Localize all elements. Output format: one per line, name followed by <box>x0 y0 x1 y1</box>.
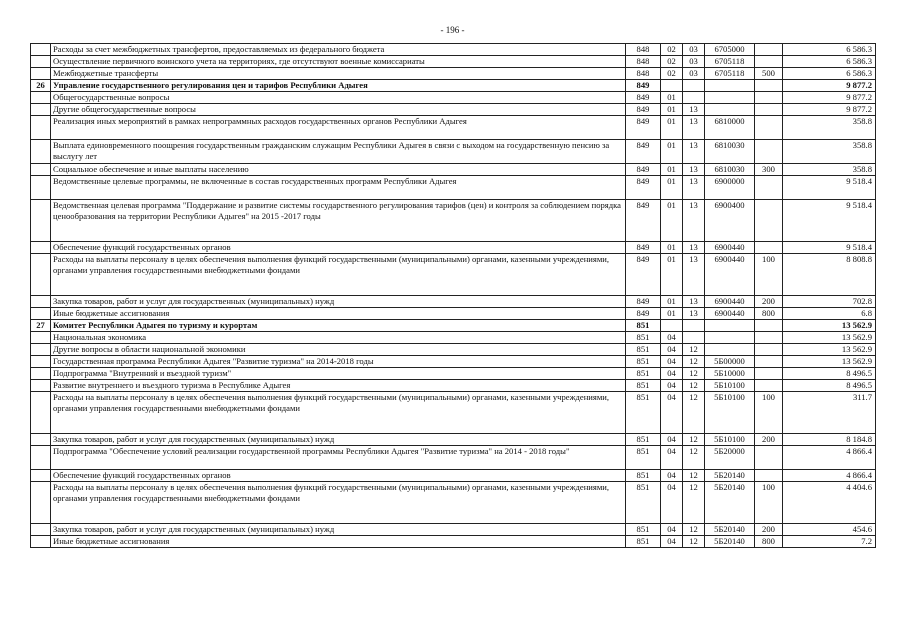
section-code-cell: 04 <box>661 392 683 434</box>
section-code-cell: 01 <box>661 116 683 140</box>
row-number-cell <box>31 380 51 392</box>
target-article-code-cell: 6900440 <box>705 296 755 308</box>
expense-type-code-cell: 500 <box>755 68 783 80</box>
subsection-code-cell: 12 <box>683 470 705 482</box>
section-code-cell: 04 <box>661 368 683 380</box>
table-row <box>31 80 876 92</box>
section-code-cell: 02 <box>661 44 683 56</box>
subsection-code-cell <box>683 332 705 344</box>
target-article-code-cell: 6810000 <box>705 116 755 140</box>
expense-name-cell: Закупка товаров, работ и услуг для государственных (муниципальных) нужд <box>51 524 626 536</box>
row-number-cell <box>31 104 51 116</box>
expense-name-cell: Ведомственные целевые программы, не включенные в состав государственных программ Республики Адыгея <box>51 176 626 200</box>
section-code-cell: 01 <box>661 92 683 104</box>
row-number-cell <box>31 164 51 176</box>
subsection-code-cell: 12 <box>683 356 705 368</box>
target-article-code-cell: 5Б20140 <box>705 524 755 536</box>
expense-type-code-cell <box>755 200 783 242</box>
subsection-code-cell: 13 <box>683 242 705 254</box>
expense-type-code-cell <box>755 344 783 356</box>
row-number-cell <box>31 392 51 434</box>
expense-type-code-cell <box>755 176 783 200</box>
expense-name-cell: Развитие внутреннего и въездного туризма в Республике Адыгея <box>51 380 626 392</box>
subsection-code-cell: 13 <box>683 296 705 308</box>
admin-code-cell: 849 <box>626 200 661 242</box>
section-code-cell: 02 <box>661 56 683 68</box>
table-row <box>31 536 876 548</box>
target-article-code-cell: 6900400 <box>705 200 755 242</box>
row-number-cell <box>31 524 51 536</box>
section-code-cell: 01 <box>661 164 683 176</box>
target-article-code-cell: 6705000 <box>705 44 755 56</box>
section-code-cell <box>661 80 683 92</box>
expense-name-cell: Осуществление первичного воинского учета на территориях, где отсутствуют военные комиссариаты <box>51 56 626 68</box>
expense-type-code-cell: 200 <box>755 434 783 446</box>
expense-type-code-cell <box>755 242 783 254</box>
expense-type-code-cell <box>755 80 783 92</box>
table-row <box>31 434 876 446</box>
target-article-code-cell: 5Б10100 <box>705 380 755 392</box>
row-number-cell <box>31 242 51 254</box>
table-row <box>31 332 876 344</box>
row-number-cell <box>31 344 51 356</box>
amount-cell: 358.8 <box>783 140 876 164</box>
expense-name-cell: Национальная экономика <box>51 332 626 344</box>
expense-type-code-cell: 200 <box>755 524 783 536</box>
row-number-cell <box>31 368 51 380</box>
amount-cell: 6.8 <box>783 308 876 320</box>
target-article-code-cell: 5Б20000 <box>705 446 755 470</box>
subsection-code-cell: 13 <box>683 164 705 176</box>
expense-type-code-cell <box>755 446 783 470</box>
table-row <box>31 392 876 434</box>
subsection-code-cell: 12 <box>683 368 705 380</box>
amount-cell: 6 586.3 <box>783 68 876 80</box>
row-number-cell <box>31 356 51 368</box>
section-code-cell: 04 <box>661 470 683 482</box>
expense-type-code-cell: 800 <box>755 536 783 548</box>
expense-type-code-cell <box>755 380 783 392</box>
table-row <box>31 140 876 164</box>
table-row <box>31 164 876 176</box>
subsection-code-cell <box>683 80 705 92</box>
amount-cell: 13 562.9 <box>783 356 876 368</box>
target-article-code-cell: 5Б00000 <box>705 356 755 368</box>
section-code-cell: 04 <box>661 380 683 392</box>
expense-name-cell: Другие вопросы в области национальной экономики <box>51 344 626 356</box>
row-number-cell <box>31 140 51 164</box>
admin-code-cell: 849 <box>626 92 661 104</box>
expense-type-code-cell <box>755 92 783 104</box>
expense-name-cell: Подпрограмма "Обеспечение условий реализации государственной программы Республики Адыгея "Развитие туризма" на 2014 - 2018 годы" <box>51 446 626 470</box>
target-article-code-cell: 6705118 <box>705 68 755 80</box>
row-number-cell <box>31 200 51 242</box>
page-number: - 196 - <box>440 25 465 35</box>
section-code-cell: 04 <box>661 482 683 524</box>
target-article-code-cell <box>705 104 755 116</box>
amount-cell: 6 586.3 <box>783 56 876 68</box>
expense-type-code-cell <box>755 56 783 68</box>
expense-name-cell: Подпрограмма "Внутренний и въездной туризм" <box>51 368 626 380</box>
admin-code-cell: 851 <box>626 482 661 524</box>
expense-type-code-cell <box>755 356 783 368</box>
amount-cell: 8 496.5 <box>783 368 876 380</box>
admin-code-cell: 851 <box>626 356 661 368</box>
subsection-code-cell: 13 <box>683 308 705 320</box>
admin-code-cell: 848 <box>626 44 661 56</box>
section-code-cell: 04 <box>661 446 683 470</box>
expense-type-code-cell: 100 <box>755 254 783 296</box>
expense-type-code-cell <box>755 470 783 482</box>
subsection-code-cell: 03 <box>683 44 705 56</box>
expense-type-code-cell <box>755 116 783 140</box>
table-row <box>31 482 876 524</box>
table-row <box>31 116 876 140</box>
amount-cell: 4 404.6 <box>783 482 876 524</box>
section-code-cell <box>661 320 683 332</box>
expense-type-code-cell <box>755 320 783 332</box>
amount-cell: 8 808.8 <box>783 254 876 296</box>
target-article-code-cell: 6705118 <box>705 56 755 68</box>
section-code-cell: 02 <box>661 68 683 80</box>
expense-type-code-cell <box>755 368 783 380</box>
admin-code-cell: 851 <box>626 434 661 446</box>
row-number-cell <box>31 446 51 470</box>
target-article-code-cell: 5Б20140 <box>705 470 755 482</box>
admin-code-cell: 851 <box>626 344 661 356</box>
expense-name-cell: Расходы на выплаты персоналу в целях обеспечения выполнения функций государственными (муниципальными) органами, казенными учреждениями, органами управления государственными внебюджетными фондами <box>51 392 626 434</box>
section-code-cell: 04 <box>661 344 683 356</box>
amount-cell: 311.7 <box>783 392 876 434</box>
subsection-code-cell: 12 <box>683 380 705 392</box>
admin-code-cell: 849 <box>626 308 661 320</box>
subsection-code-cell: 13 <box>683 140 705 164</box>
admin-code-cell: 849 <box>626 254 661 296</box>
admin-code-cell: 851 <box>626 536 661 548</box>
target-article-code-cell: 6900440 <box>705 242 755 254</box>
subsection-code-cell: 13 <box>683 104 705 116</box>
expense-name-cell: Социальное обеспечение и иные выплаты населению <box>51 164 626 176</box>
row-number-cell <box>31 332 51 344</box>
table-row <box>31 56 876 68</box>
admin-code-cell: 848 <box>626 56 661 68</box>
table-row <box>31 104 876 116</box>
admin-code-cell: 851 <box>626 524 661 536</box>
expense-type-code-cell <box>755 332 783 344</box>
amount-cell: 13 562.9 <box>783 344 876 356</box>
target-article-code-cell: 5Б10000 <box>705 368 755 380</box>
table-row <box>31 68 876 80</box>
table-row <box>31 92 876 104</box>
expense-type-code-cell <box>755 44 783 56</box>
amount-cell: 9 877.2 <box>783 92 876 104</box>
table-row <box>31 320 876 332</box>
table-row <box>31 200 876 242</box>
target-article-code-cell <box>705 320 755 332</box>
table-row <box>31 254 876 296</box>
section-code-cell: 01 <box>661 140 683 164</box>
admin-code-cell: 849 <box>626 140 661 164</box>
amount-cell: 9 518.4 <box>783 176 876 200</box>
subsection-code-cell: 12 <box>683 482 705 524</box>
expense-name-cell: Расходы на выплаты персоналу в целях обеспечения выполнения функций государственными (муниципальными) органами, казенными учреждениями, органами управления государственными внебюджетными фондами <box>51 254 626 296</box>
amount-cell: 9 877.2 <box>783 80 876 92</box>
row-number-cell <box>31 92 51 104</box>
subsection-code-cell: 03 <box>683 68 705 80</box>
target-article-code-cell: 6900440 <box>705 254 755 296</box>
subsection-code-cell: 03 <box>683 56 705 68</box>
row-number-cell <box>31 470 51 482</box>
subsection-code-cell: 13 <box>683 176 705 200</box>
row-number-cell: 26 <box>31 80 51 92</box>
row-number-cell <box>31 536 51 548</box>
expense-name-cell: Выплата единовременного поощрения государственным гражданским служащим Республики Адыгея в связи с выходом на государственную пенсию за выслугу лет <box>51 140 626 164</box>
admin-code-cell: 849 <box>626 116 661 140</box>
admin-code-cell: 851 <box>626 332 661 344</box>
table-row <box>31 380 876 392</box>
section-code-cell: 01 <box>661 254 683 296</box>
row-number-cell <box>31 434 51 446</box>
admin-code-cell: 851 <box>626 470 661 482</box>
admin-code-cell: 851 <box>626 380 661 392</box>
admin-code-cell: 849 <box>626 296 661 308</box>
target-article-code-cell: 5Б10100 <box>705 392 755 434</box>
expense-name-cell: Расходы на выплаты персоналу в целях обеспечения выполнения функций государственными (муниципальными) органами, казенными учреждениями, органами управления государственными внебюджетными фондами <box>51 482 626 524</box>
target-article-code-cell: 5Б10100 <box>705 434 755 446</box>
budget-table <box>30 43 876 548</box>
row-number-cell <box>31 254 51 296</box>
amount-cell: 8 184.8 <box>783 434 876 446</box>
subsection-code-cell: 13 <box>683 200 705 242</box>
amount-cell: 13 562.9 <box>783 320 876 332</box>
target-article-code-cell: 6900000 <box>705 176 755 200</box>
expense-name-cell: Обеспечение функций государственных органов <box>51 242 626 254</box>
subsection-code-cell <box>683 320 705 332</box>
target-article-code-cell: 5Б20140 <box>705 482 755 524</box>
table-row <box>31 368 876 380</box>
admin-code-cell: 849 <box>626 80 661 92</box>
amount-cell: 4 866.4 <box>783 470 876 482</box>
expense-type-code-cell <box>755 140 783 164</box>
table-row <box>31 176 876 200</box>
expense-name-cell: Обеспечение функций государственных органов <box>51 470 626 482</box>
amount-cell: 13 562.9 <box>783 332 876 344</box>
admin-code-cell: 849 <box>626 242 661 254</box>
expense-name-cell: Расходы за счет межбюджетных трансфертов, предоставляемых из федерального бюджета <box>51 44 626 56</box>
section-code-cell: 01 <box>661 176 683 200</box>
expense-name-cell: Общегосударственные вопросы <box>51 92 626 104</box>
amount-cell: 9 518.4 <box>783 200 876 242</box>
expense-name-cell: Реализация иных мероприятий в рамках непрограммных расходов государственных органов Республики Адыгея <box>51 116 626 140</box>
table-row <box>31 470 876 482</box>
expense-name-cell: Другие общегосударственные вопросы <box>51 104 626 116</box>
target-article-code-cell <box>705 332 755 344</box>
admin-code-cell: 851 <box>626 368 661 380</box>
admin-code-cell: 849 <box>626 164 661 176</box>
target-article-code-cell: 5Б20140 <box>705 536 755 548</box>
section-code-cell: 01 <box>661 242 683 254</box>
subsection-code-cell: 12 <box>683 392 705 434</box>
section-code-cell: 01 <box>661 200 683 242</box>
expense-name-cell: Государственная программа Республики Адыгея "Развитие туризма" на 2014-2018 годы <box>51 356 626 368</box>
row-number-cell <box>31 296 51 308</box>
table-row <box>31 446 876 470</box>
expense-name-cell: Межбюджетные трансферты <box>51 68 626 80</box>
table-row <box>31 356 876 368</box>
amount-cell: 9 877.2 <box>783 104 876 116</box>
table-body <box>31 44 876 548</box>
subsection-code-cell <box>683 92 705 104</box>
admin-code-cell: 849 <box>626 176 661 200</box>
expense-type-code-cell: 300 <box>755 164 783 176</box>
target-article-code-cell: 6810030 <box>705 164 755 176</box>
expense-name-cell: Ведомственная целевая программа "Поддержание и развитие системы государственного регулирования тарифов (цен) и контроля за соблюдением порядка ценообразования на территории Республики Адыгея" на 2015 -2017 годы <box>51 200 626 242</box>
section-code-cell: 01 <box>661 104 683 116</box>
table-row <box>31 524 876 536</box>
section-code-cell: 04 <box>661 536 683 548</box>
table-row <box>31 308 876 320</box>
subsection-code-cell: 12 <box>683 446 705 470</box>
section-code-cell: 01 <box>661 308 683 320</box>
target-article-code-cell: 6810030 <box>705 140 755 164</box>
amount-cell: 9 518.4 <box>783 242 876 254</box>
target-article-code-cell <box>705 344 755 356</box>
table-row <box>31 242 876 254</box>
expense-name-cell: Комитет Республики Адыгея по туризму и курортам <box>51 320 626 332</box>
table-row <box>31 44 876 56</box>
admin-code-cell: 849 <box>626 104 661 116</box>
subsection-code-cell: 12 <box>683 434 705 446</box>
amount-cell: 4 866.4 <box>783 446 876 470</box>
amount-cell: 454.6 <box>783 524 876 536</box>
row-number-cell <box>31 116 51 140</box>
table-row <box>31 296 876 308</box>
expense-type-code-cell: 800 <box>755 308 783 320</box>
amount-cell: 7.2 <box>783 536 876 548</box>
subsection-code-cell: 12 <box>683 536 705 548</box>
row-number-cell: 27 <box>31 320 51 332</box>
subsection-code-cell: 12 <box>683 524 705 536</box>
amount-cell: 6 586.3 <box>783 44 876 56</box>
expense-name-cell: Закупка товаров, работ и услуг для государственных (муниципальных) нужд <box>51 296 626 308</box>
expense-type-code-cell <box>755 104 783 116</box>
subsection-code-cell: 13 <box>683 116 705 140</box>
section-code-cell: 04 <box>661 434 683 446</box>
expense-type-code-cell: 100 <box>755 482 783 524</box>
admin-code-cell: 851 <box>626 320 661 332</box>
admin-code-cell: 848 <box>626 68 661 80</box>
target-article-code-cell <box>705 80 755 92</box>
expense-name-cell: Управление государственного регулирования цен и тарифов Республики Адыгея <box>51 80 626 92</box>
row-number-cell <box>31 56 51 68</box>
expense-name-cell: Закупка товаров, работ и услуг для государственных (муниципальных) нужд <box>51 434 626 446</box>
row-number-cell <box>31 308 51 320</box>
amount-cell: 358.8 <box>783 116 876 140</box>
expense-type-code-cell: 100 <box>755 392 783 434</box>
section-code-cell: 04 <box>661 332 683 344</box>
amount-cell: 702.8 <box>783 296 876 308</box>
amount-cell: 8 496.5 <box>783 380 876 392</box>
subsection-code-cell: 13 <box>683 254 705 296</box>
expense-type-code-cell: 200 <box>755 296 783 308</box>
amount-cell: 358.8 <box>783 164 876 176</box>
expense-name-cell: Иные бюджетные ассигнования <box>51 536 626 548</box>
admin-code-cell: 851 <box>626 446 661 470</box>
admin-code-cell: 851 <box>626 392 661 434</box>
section-code-cell: 04 <box>661 524 683 536</box>
section-code-cell: 01 <box>661 296 683 308</box>
section-code-cell: 04 <box>661 356 683 368</box>
table-row <box>31 344 876 356</box>
target-article-code-cell <box>705 92 755 104</box>
row-number-cell <box>31 44 51 56</box>
subsection-code-cell: 12 <box>683 344 705 356</box>
target-article-code-cell: 6900440 <box>705 308 755 320</box>
row-number-cell <box>31 68 51 80</box>
expense-name-cell: Иные бюджетные ассигнования <box>51 308 626 320</box>
row-number-cell <box>31 176 51 200</box>
row-number-cell <box>31 482 51 524</box>
